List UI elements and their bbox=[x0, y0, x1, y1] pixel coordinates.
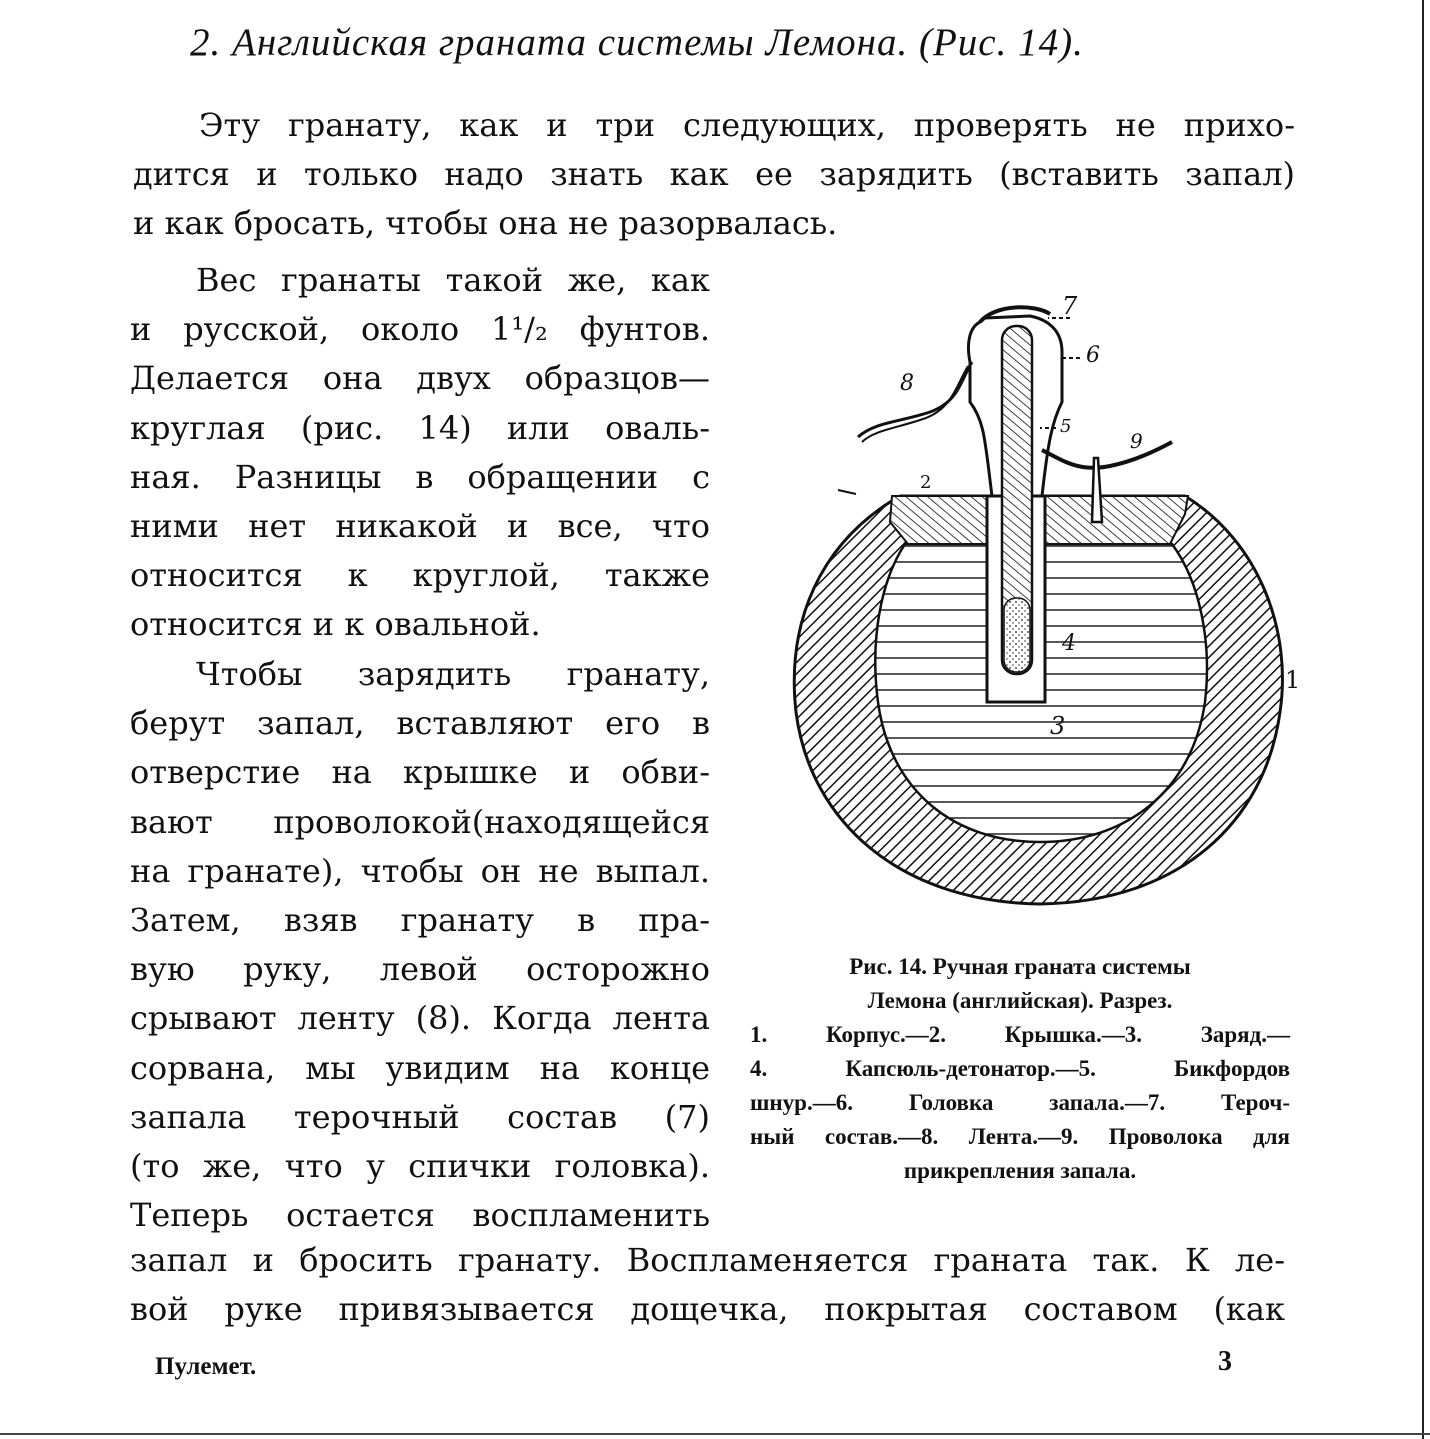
caption-title bbox=[750, 950, 1290, 1018]
figure-label: 1 bbox=[1285, 666, 1300, 694]
figure-label: 6 bbox=[1086, 343, 1100, 368]
caption-legend bbox=[750, 1018, 1290, 1188]
text-line: вают проволокой(находящейся bbox=[130, 802, 710, 841]
text-line: Делается она двух образцов— bbox=[130, 359, 710, 398]
text-line: берут запал, вставляют его в bbox=[130, 704, 710, 743]
text-line: ними нет никакой и все, что bbox=[130, 506, 710, 545]
figure-label: 4 bbox=[1062, 631, 1076, 656]
text-line: срывают ленту (8). Когда лента bbox=[130, 999, 710, 1038]
text-line: на гранате), чтобы он не выпал. bbox=[130, 851, 710, 890]
grenade-cross-section-figure bbox=[780, 282, 1300, 946]
legend-line: прикрепления запала. bbox=[903, 1158, 1137, 1183]
intro-paragraph bbox=[133, 101, 1295, 249]
text-line: ная. Разницы в обращении с bbox=[130, 457, 710, 496]
weight-paragraph bbox=[130, 256, 710, 650]
text-line: вой руке привязывается дощечка, покрытая составом (как bbox=[130, 1290, 1285, 1329]
text-line: относится и к овальной. bbox=[130, 605, 541, 644]
caption-title-line: Рис. 14. Ручная граната системы bbox=[849, 954, 1191, 979]
section-heading: 2. Английская граната системы Лемона. (Рис. 14). bbox=[190, 21, 1084, 64]
figure-label: 3 bbox=[1050, 712, 1066, 740]
text-line: Чтобы зарядить гранату, bbox=[196, 655, 710, 693]
page-number: 3 bbox=[1218, 1346, 1232, 1377]
figure-label: 2 bbox=[920, 472, 932, 493]
text-line: сорвана, мы увидим на конце bbox=[130, 1048, 710, 1087]
text-line: и как бросать, чтобы она не разорвалась. bbox=[133, 204, 838, 243]
tape-strip-edge bbox=[862, 366, 968, 442]
text-line: вую руку, левой осторожно bbox=[130, 950, 710, 989]
text-line: (то же, что у спички головка). bbox=[130, 1146, 710, 1185]
text-line: дится и только надо знать как ее зарядить (вставить запал) bbox=[133, 155, 1295, 194]
legend-line: ный состав.—8. Лента.—9. Проволока для bbox=[750, 1124, 1290, 1149]
caption-title-line: Лемона (английская). Разрез. bbox=[867, 988, 1173, 1013]
page-edge-right bbox=[1422, 0, 1424, 1439]
text-line: запал и бросить гранату. Воспламеняется граната так. К ле- bbox=[130, 1241, 1285, 1279]
figure-label: 8 bbox=[900, 371, 914, 396]
text-line: Затем, взяв гранату в пра- bbox=[130, 900, 710, 939]
tape-strip bbox=[858, 362, 972, 437]
text-line: отверстие на крышке и обви- bbox=[130, 753, 710, 792]
text-line: Эту гранату, как и три следующих, проверять не прихо- bbox=[199, 106, 1295, 144]
figure-label: 9 bbox=[1130, 429, 1143, 453]
legend-line: шнур.—6. Головка запала.—7. Тероч- bbox=[750, 1090, 1290, 1115]
text-line: круглая (рис. 14) или оваль- bbox=[130, 408, 710, 447]
figure-caption bbox=[750, 950, 1290, 1188]
page-edge-bottom bbox=[0, 1433, 1430, 1435]
legend-line: 1. Корпус.—2. Крышка.—3. Заряд.— bbox=[750, 1022, 1290, 1047]
text-line: и русской, около 1¹/₂ фунтов. bbox=[130, 310, 710, 349]
text-line: Теперь остается воспламенить bbox=[130, 1196, 710, 1235]
legend-line: 4. Капсюль-детонатор.—5. Бикфордов bbox=[750, 1056, 1290, 1081]
footer-signature: Пулемет. bbox=[155, 1353, 257, 1380]
figure-label: 5 bbox=[1060, 416, 1072, 437]
detonator-capsule bbox=[1004, 598, 1030, 672]
text-line: запала терочный состав (7) bbox=[130, 1097, 710, 1136]
figure-label: 7 bbox=[1062, 292, 1078, 320]
continuation-paragraph bbox=[130, 1236, 1285, 1334]
text-line: Вес гранаты такой же, как bbox=[196, 261, 710, 299]
fixing-wire bbox=[1042, 442, 1172, 468]
loading-paragraph bbox=[130, 650, 710, 1240]
text-line: относится к круглой, также bbox=[130, 556, 710, 595]
